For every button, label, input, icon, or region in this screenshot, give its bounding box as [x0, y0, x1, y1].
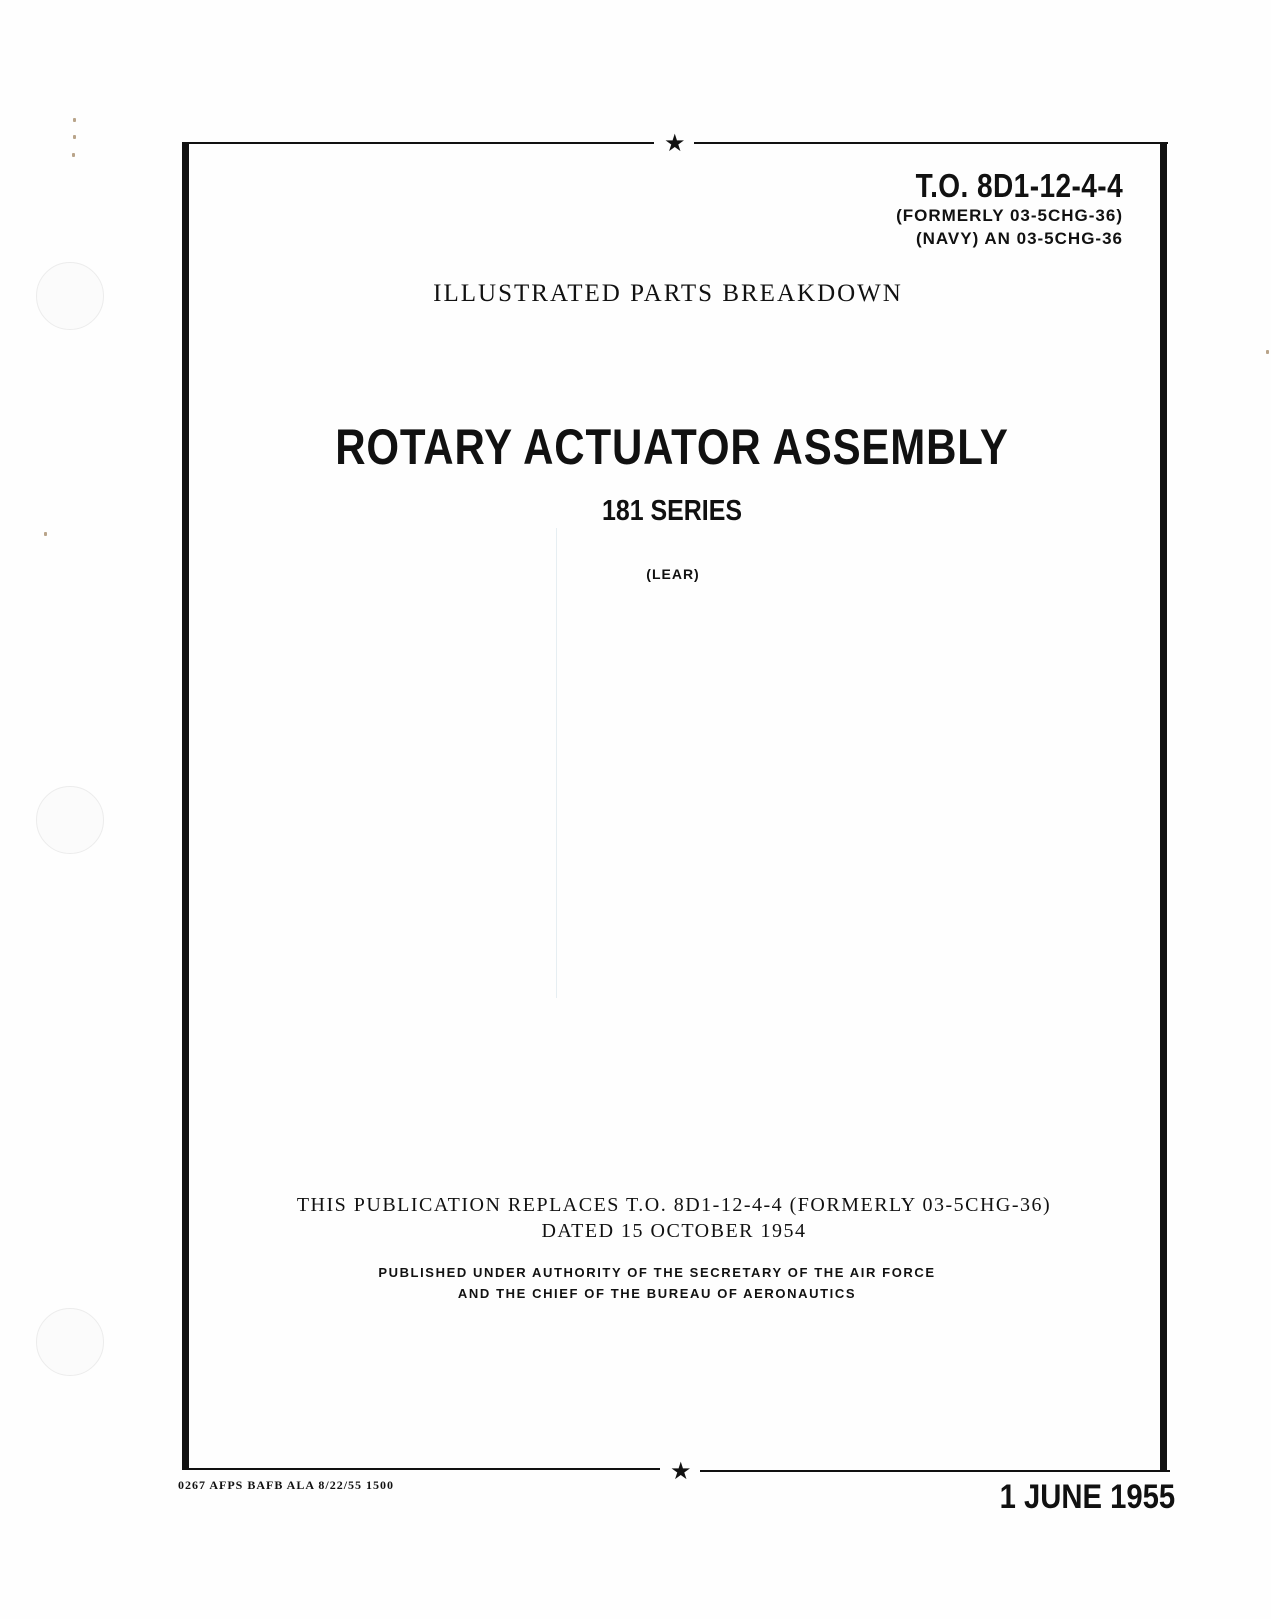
- to-number: T.O. 8D1-12-4-4: [915, 167, 1123, 204]
- frame-top-rule: [182, 142, 654, 144]
- authority-line: AND THE CHIEF OF THE BUREAU OF AERONAUTICS: [457, 1286, 857, 1301]
- star-icon: ★: [664, 129, 686, 157]
- frame-bottom-rule: [700, 1470, 1170, 1472]
- punch-hole: [36, 786, 104, 854]
- authority-line: PUBLISHED UNDER AUTHORITY OF THE SECRETARY OF THE AIR FORCE: [378, 1265, 936, 1280]
- manufacturer: (LEAR): [646, 566, 700, 582]
- supersedes-notice: [0, 1192, 1271, 1244]
- document-type: ILLUSTRATED PARTS BREAKDOWN: [433, 280, 903, 307]
- page-title: ROTARY ACTUATOR ASSEMBLY: [335, 419, 1009, 475]
- authority-notice: [0, 1262, 1271, 1304]
- scan-artifact: [556, 528, 557, 998]
- paper-speck: [72, 153, 75, 157]
- formerly-number: (FORMERLY 03-5CHG-36): [896, 206, 1123, 225]
- publication-date: 1 JUNE 1955: [999, 1478, 1175, 1516]
- series-subtitle: 181 SERIES: [601, 495, 743, 527]
- punch-hole: [36, 1308, 104, 1376]
- star-icon: ★: [670, 1457, 692, 1485]
- technical-order-block: [879, 168, 1123, 250]
- print-code: 0267 AFPS BAFB ALA 8/22/55 1500: [178, 1478, 395, 1492]
- supersedes-line: THIS PUBLICATION REPLACES T.O. 8D1-12-4-4 (FORMERLY 03-5CHG-36): [296, 1194, 1052, 1216]
- frame-bottom-rule: [182, 1468, 660, 1470]
- paper-speck: [73, 118, 76, 122]
- paper-speck: [1266, 350, 1269, 354]
- supersedes-date: DATED 15 OCTOBER 1954: [541, 1220, 807, 1242]
- frame-top-rule: [694, 142, 1168, 144]
- paper-speck: [44, 532, 47, 536]
- navy-number: (NAVY) AN 03-5CHG-36: [915, 229, 1123, 248]
- paper-speck: [73, 135, 76, 139]
